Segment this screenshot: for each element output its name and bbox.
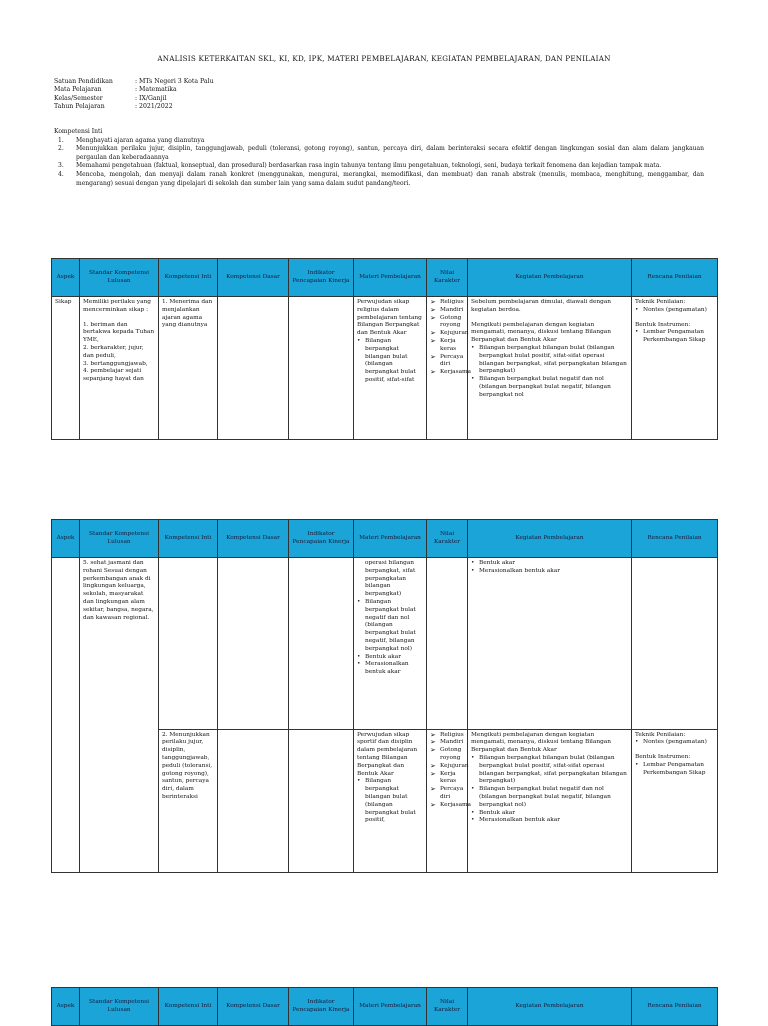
list-item: • Bentuk akar: [471, 809, 516, 816]
arrow-bullet-icon: ➢: [430, 800, 436, 809]
list-item: ➢ Kejujuran: [430, 329, 469, 338]
info-row: Kelas/Semester : IX/Ganjil: [54, 94, 167, 102]
ki-list: [54, 137, 704, 189]
table-header-row: [52, 259, 718, 297]
list-item: • Bilangan berpangkat bilangan bulat (bilangan berpangkat bulat positif, sifat-sifat operasi bilangan berpangkat, sifat perpangkatan bilangan berpangkat): [471, 754, 627, 785]
list-item: • Bilangan berpangkat bulat negatif dan nol (bilangan berpangkat bulat negatif, bilangan berpangkat nol): [471, 786, 611, 808]
list-item: • Bilangan berpangkat bulat negatif dan nol (bilangan berpangkat bulat negatif, bilangan berpangkat nol: [471, 376, 611, 398]
cell-materi: Perwujudan sikap sportif dan disiplin dalam pembelajaran tentang Bilangan Berpangkat dan Bentuk Akar • Bilangan berpangkat bilangan bulat (bilangan berpangkat bulat positif,: [354, 729, 427, 872]
cell-karakter: [427, 297, 472, 440]
header-aspek: Aspek: [52, 988, 80, 1026]
info-row: Mata Pelajaran : Matematika: [54, 86, 177, 94]
list-item: ➢ Gotong royong: [430, 313, 462, 329]
cell-karakter: [427, 729, 472, 872]
arrow-bullet-icon: ➢: [430, 336, 436, 345]
list-item: ➢ Kerjasama: [430, 368, 472, 377]
ki-item: 3. Memahami pengetahuan (faktual, konseptual, dan prosedural) berdasarkan rasa ingin tahunya tentang ilmu pengetahuan, teknologi, seni, budaya terkait fenomena dan kejadian tampak mata.: [58, 162, 662, 170]
header-kd: Kompetensi Dasar: [218, 520, 289, 558]
list-item: • Bilangan berpangkat bilangan bulat (bilangan berpangkat bulat positif, sifat-sifat: [357, 337, 416, 383]
list-item: • Bentuk akar: [471, 560, 516, 566]
analysis-table-2: [51, 519, 718, 873]
list-item: • Bilangan berpangkat bulat negatif dan nol (bilangan berpangkat bulat negatif, bilangan berpangkat nol): [357, 598, 416, 652]
cell-penilaian: [632, 558, 718, 730]
arrow-bullet-icon: ➢: [430, 313, 436, 322]
cell-ipk: [289, 558, 354, 730]
header-skl: Standar Kompetensi Lulusan: [80, 520, 159, 558]
list-item: ➢ Kerja keras: [430, 336, 457, 352]
ki-heading: Kompetensi Inti: [54, 128, 103, 135]
info-row: Tahun Pelajaran : 2021/2022: [54, 102, 173, 110]
list-item: ➢ Religius: [430, 730, 464, 739]
ki-item: 4. Mencoba, mengolah, dan menyaji dalam ranah konkret (menggunakan, mengurai, merangkai, memodifikasi, dan membuat) dan ranah abstrak (menulis, membaca, menghitung, menggambar, dan mengarang) sesuai dengan yang dipelajari di sekolah dan sumber lain yang sama dalam sudut pandang/teori.: [58, 170, 704, 187]
list-item: • Lembar Pengamatan Perkembangan Sikap: [635, 761, 706, 776]
cell-penilaian: Teknik Penilaian: • Nontes (pengamatan) Bentuk Instrumen: • Lembar Pengamatan Perkembangan Sikap: [632, 297, 718, 440]
table-header-row: [52, 988, 718, 1026]
cell-skl: 5. sehat jasmani dan rohani Sesuai dengan perkembangan anak di lingkungan keluarga, sekolah, masyarakat dan lingkungan alam sekitar, bangsa, negara, dan kawasan regional.: [80, 558, 159, 873]
cell-ki: 1. Menerima dan menjalankan ajaran agama yang dianutnya: [159, 297, 218, 440]
header-skl: Standar Kompetensi Lulusan: [80, 988, 159, 1026]
list-item: ➢ Kerja keras: [430, 769, 457, 785]
arrow-bullet-icon: ➢: [430, 785, 436, 794]
list-item: • Bilangan berpangkat bilangan bulat (bilangan berpangkat bulat positif, sifat-sifat operasi bilangan berpangkat, sifat perpangkatan bilangan berpangkat): [471, 344, 627, 375]
info-row: Satuan Pendidikan : MTs Negeri 3 Kota Palu: [54, 78, 214, 85]
table-row: [52, 558, 718, 730]
header-kegiatan: Kegiatan Pembelajaran: [468, 259, 632, 297]
header-karakter: Nilai Karakter: [427, 520, 468, 558]
list-item: • Merasionalkan bentuk akar: [471, 817, 560, 824]
cell-penilaian: Teknik Penilaian: • Nontes (pengamatan) Bentuk Instrumen: • Lembar Pengamatan Perkembangan Sikap: [632, 729, 718, 872]
table-row: [52, 297, 718, 440]
header-karakter: Nilai Karakter: [427, 259, 468, 297]
header-materi: Materi Pembelajaran: [354, 259, 427, 297]
header-kegiatan: Kegiatan Pembelajaran: [468, 988, 632, 1026]
arrow-bullet-icon: ➢: [430, 305, 436, 314]
cell-materi: operasi bilangan berpangkat, sifat perpangkatan bilangan berpangkat) • Bilangan berpangkat bulat negatif dan nol (bilangan berpangkat bulat negatif, bilangan berpangkat nol) • Bentuk akar • Merasionalkan bentuk akar: [354, 558, 427, 730]
arrow-bullet-icon: ➢: [430, 352, 436, 361]
header-ipk: Indikator Pencapaian Kinerja: [289, 259, 354, 297]
header-aspek: Aspek: [52, 259, 80, 297]
header-kegiatan: Kegiatan Pembelajaran: [468, 520, 632, 558]
cell-materi: Perwujudan sikap religius dalam pembelajaran tentang Bilangan Berpangkat dan Bentuk Akar • Bilangan berpangkat bilangan bulat (bilangan berpangkat bulat positif, sifat-sifat: [354, 297, 427, 440]
list-item: • Merasionalkan bentuk akar: [471, 567, 560, 574]
document-title: ANALISIS KETERKAITAN SKL, KI, KD, IPK, MATERI PEMBELAJARAN, KEGIATAN PEMBELAJARAN, DAN PENILAIAN: [157, 54, 611, 63]
arrow-bullet-icon: ➢: [430, 730, 436, 739]
list-item: • Bilangan berpangkat bilangan bulat (bilangan berpangkat bulat positif,: [357, 778, 416, 824]
arrow-bullet-icon: ➢: [430, 769, 436, 778]
analysis-table-1: [51, 258, 718, 440]
table-header-row: [52, 520, 718, 558]
list-item: • Lembar Pengamatan Perkembangan Sikap: [635, 329, 706, 344]
cell-kegiatan: Sebelum pembelajaran dimulai, diawali dengan kegiatan berdoa. Mengikuti pembelajaran dengan kegiatan mengamati, menanya, diskusi tentang Bilangan Berpangkat dan Bentuk Akar • Bilangan berpangkat bilangan bulat (bilangan berpangkat bulat positif, sifat-sifat operasi bilangan berpangkat, sifat perpangkatan bilangan berpangkat) • Bilangan berpangkat bulat negatif dan nol (bilangan berpangkat bulat negatif, bilangan berpangkat nol: [468, 297, 632, 440]
cell-kegiatan: [468, 558, 632, 730]
cell-aspek: [52, 558, 80, 873]
arrow-bullet-icon: ➢: [430, 746, 436, 755]
header-materi: Materi Pembelajaran: [354, 520, 427, 558]
cell-karakter: [427, 558, 468, 730]
list-item: ➢ Percaya diri: [430, 352, 464, 368]
cell-ipk: [289, 297, 354, 440]
cell-aspek: Sikap: [52, 297, 80, 440]
list-item: ➢ Percaya diri: [430, 785, 464, 800]
list-item: ➢ Gotong royong: [430, 746, 462, 761]
header-ipk: Indikator Pencapaian Kinerja: [289, 520, 354, 558]
list-item: ➢ Mandiri: [430, 738, 464, 747]
list-item: • Bentuk akar: [357, 653, 402, 660]
header-penilaian: Rencana Penilaian: [632, 259, 718, 297]
arrow-bullet-icon: ➢: [430, 368, 436, 377]
arrow-bullet-icon: ➢: [430, 329, 436, 338]
cell-kd: [218, 729, 289, 872]
arrow-bullet-icon: ➢: [430, 298, 436, 306]
cell-skl: Memiliki perilaku yang mencerminkan sikap : 1. beriman dan bertakwa kepada Tuhan YME, 2. berkarakter, jujur, dan peduli, 3. bertanggungjawab, 4. pembelajar sejati sepanjang hayat dan: [80, 297, 159, 440]
cell-ki: 2. Menunjukkan perilaku jujur, disiplin, tanggungjawab, peduli (toleransi, gotong royong), santun, percaya diri, dalam berinteraksi: [159, 729, 218, 872]
arrow-bullet-icon: ➢: [430, 761, 436, 770]
cell-kd: [218, 297, 289, 440]
list-item: ➢ Religius: [430, 298, 464, 306]
cell-ki: [159, 558, 218, 730]
header-karakter: Nilai Karakter: [427, 988, 468, 1026]
cell-ipk: [289, 729, 354, 872]
cell-kd: [218, 558, 289, 730]
list-item: ➢ Kerjasama: [430, 800, 472, 809]
header-materi: Materi Pembelajaran: [354, 988, 427, 1026]
header-kd: Kompetensi Dasar: [218, 259, 289, 297]
header-ki: Kompetensi Inti: [159, 988, 218, 1026]
ki-item: 2. Menunjukkan perilaku jujur, disiplin, tanggungjawab, peduli (toleransi, gotong royong), santun, percaya diri, dalam berinteraksi secara efektif dengan lingkungan sosial dan alam dalam jangkauan pergaulan dan keberadaannya: [58, 145, 704, 161]
header-ki: Kompetensi Inti: [159, 259, 218, 297]
header-ipk: Indikator Pencapaian Kinerja: [289, 988, 354, 1026]
arrow-bullet-icon: ➢: [430, 738, 436, 747]
header-ki: Kompetensi Inti: [159, 520, 218, 558]
list-item: • Nontes (pengamatan): [635, 739, 707, 746]
header-kd: Kompetensi Dasar: [218, 988, 289, 1026]
identity-block: [54, 78, 214, 111]
header-penilaian: Rencana Penilaian: [632, 520, 718, 558]
list-item: ➢ Kejujuran: [430, 761, 469, 770]
list-item: • Merasionalkan bentuk akar: [357, 661, 409, 676]
header-skl: Standar Kompetensi Lulusan: [80, 259, 159, 297]
list-item: • Nontes (pengamatan): [635, 306, 707, 313]
analysis-table-3: [51, 987, 718, 1026]
header-penilaian: Rencana Penilaian: [632, 988, 718, 1026]
header-aspek: Aspek: [52, 520, 80, 558]
kompetensi-inti-section: [54, 128, 704, 188]
ki-item: 1. Menghayati ajaran agama yang dianutnya: [58, 136, 205, 144]
cell-kegiatan: Mengikuti pembelajaran dengan kegiatan mengamati, menanya, diskusi tentang Bilangan Berpangkat dan Bentuk Akar • Bilangan berpangkat bilangan bulat (bilangan berpangkat bulat positif, sifat-sifat operasi bilangan berpangkat, sifat perpangkatan bilangan berpangkat) • Bilangan berpangkat bulat negatif dan nol (bilangan berpangkat bulat negatif, bilangan berpangkat nol) • Bentuk akar • Merasionalkan bentuk akar: [468, 729, 632, 872]
list-item: ➢ Mandiri: [430, 305, 464, 314]
